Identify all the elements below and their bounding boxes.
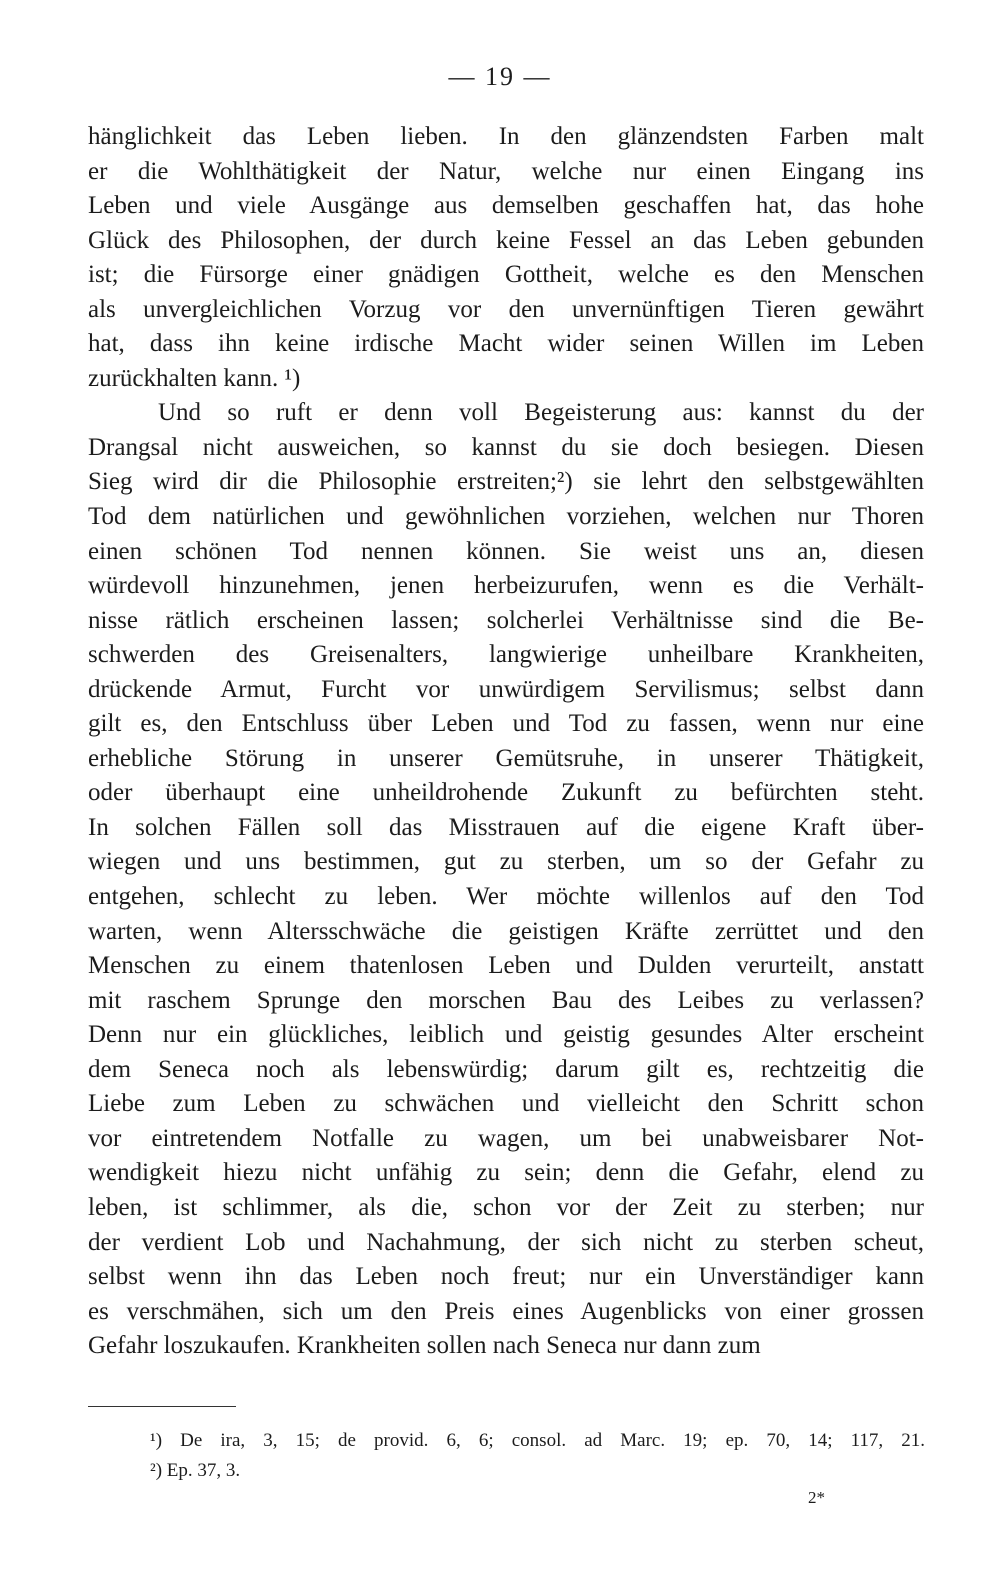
text-line: erhebliche Störung in unserer Gemütsruhe, in unserer Thätigkeit, bbox=[88, 744, 924, 772]
text-line: schwerden des Greisenalters, langwierige unheilbare Krankheiten, bbox=[88, 641, 924, 669]
text-line: Und so ruft er denn voll Begeisterung aus: kannst du der bbox=[158, 399, 924, 427]
text-line: als unvergleichlichen Vorzug vor den unvernünftigen Tieren gewährt bbox=[88, 295, 924, 323]
text-line: hänglichkeit das Leben lieben. In den glänzendsten Farben malt bbox=[88, 123, 924, 150]
text-line: einen schönen Tod nennen können. Sie weist uns an, diesen bbox=[88, 537, 924, 565]
text-line: er die Wohlthätigkeit der Natur, welche nur einen Eingang ins bbox=[88, 157, 924, 185]
text-line: zurückhalten kann. ¹) bbox=[88, 364, 301, 392]
footnote-1: ¹) De ira, 3, 15; de provid. 6, 6; consol. ad Marc. 19; ep. 70, 14; 117, 21. bbox=[150, 1430, 925, 1451]
text-line: mit raschem Sprunge den morschen Bau des Leibes zu verlassen? bbox=[88, 986, 924, 1014]
footnotes bbox=[150, 1426, 925, 1486]
text-line: es verschmähen, sich um den Preis eines Augenblicks von einer grossen bbox=[88, 1297, 924, 1325]
footnote-2: ²) Ep. 37, 3. bbox=[150, 1460, 241, 1481]
text-line: gilt es, den Entschluss über Leben und Tod zu fassen, wenn nur eine bbox=[88, 710, 924, 738]
text-line: leben, ist schlimmer, als die, schon vor der Zeit zu sterben; nur bbox=[88, 1193, 924, 1221]
text-line: oder überhaupt eine unheildrohende Zukunft zu befürchten steht. bbox=[88, 779, 924, 807]
text-line: Tod dem natürlichen und gewöhnlichen vorziehen, welchen nur Thoren bbox=[88, 503, 924, 531]
body-text bbox=[88, 120, 924, 1364]
text-line: würdevoll hinzunehmen, jenen herbeizurufen, wenn es die Verhält- bbox=[88, 572, 924, 600]
text-line: Leben und viele Ausgänge aus demselben geschaffen hat, das hohe bbox=[88, 192, 924, 220]
text-line: Gefahr loszukaufen. Krankheiten sollen nach Seneca nur dann zum bbox=[88, 1332, 761, 1360]
text-line: In solchen Fällen soll das Misstrauen auf die eigene Kraft über- bbox=[88, 813, 924, 841]
text-line: Drangsal nicht ausweichen, so kannst du sie doch besiegen. Diesen bbox=[88, 433, 924, 461]
text-line: hat, dass ihn keine irdische Macht wider seinen Willen im Leben bbox=[88, 330, 924, 358]
paragraph bbox=[88, 120, 924, 396]
text-line: selbst wenn ihn das Leben noch freut; nur ein Unverständiger kann bbox=[88, 1263, 924, 1291]
text-line: Denn nur ein glückliches, leiblich und geistig gesundes Alter erscheint bbox=[88, 1021, 924, 1049]
text-line: wiegen und uns bestimmen, gut zu sterben, um so der Gefahr zu bbox=[88, 848, 924, 876]
footnote-divider bbox=[88, 1406, 236, 1407]
text-line: entgehen, schlecht zu leben. Wer möchte willenlos auf den Tod bbox=[88, 883, 924, 911]
text-line: dem Seneca noch als lebenswürdig; darum gilt es, rechtzeitig die bbox=[88, 1055, 924, 1083]
page-number: — 19 — bbox=[448, 62, 552, 91]
text-line: nisse rätlich erscheinen lassen; solcherlei Verhältnisse sind die Be- bbox=[88, 606, 924, 634]
text-line: vor eintretendem Notfalle zu wagen, um bei unabweisbarer Not- bbox=[88, 1124, 924, 1152]
text-line: Menschen zu einem thatenlosen Leben und Dulden verurteilt, anstatt bbox=[88, 952, 924, 980]
text-line: der verdient Lob und Nachahmung, der sich nicht zu sterben scheut, bbox=[88, 1228, 924, 1256]
text-line: Sieg wird dir die Philosophie erstreiten;²) sie lehrt den selbstgewählten bbox=[88, 468, 924, 496]
text-line: Glück des Philosophen, der durch keine Fessel an das Leben gebunden bbox=[88, 226, 924, 254]
text-line: drückende Armut, Furcht vor unwürdigem Servilismus; selbst dann bbox=[88, 675, 924, 703]
text-line: ist; die Fürsorge einer gnädigen Gottheit, welche es den Menschen bbox=[88, 261, 924, 289]
paragraph bbox=[88, 396, 924, 1363]
text-line: Liebe zum Leben zu schwächen und vielleicht den Schritt schon bbox=[88, 1090, 924, 1118]
printer-signature: 2* bbox=[808, 1488, 825, 1507]
text-line: wendigkeit hiezu nicht unfähig zu sein; denn die Gefahr, elend zu bbox=[88, 1159, 924, 1187]
text-line: warten, wenn Altersschwäche die geistigen Kräfte zerrüttet und den bbox=[88, 917, 924, 945]
